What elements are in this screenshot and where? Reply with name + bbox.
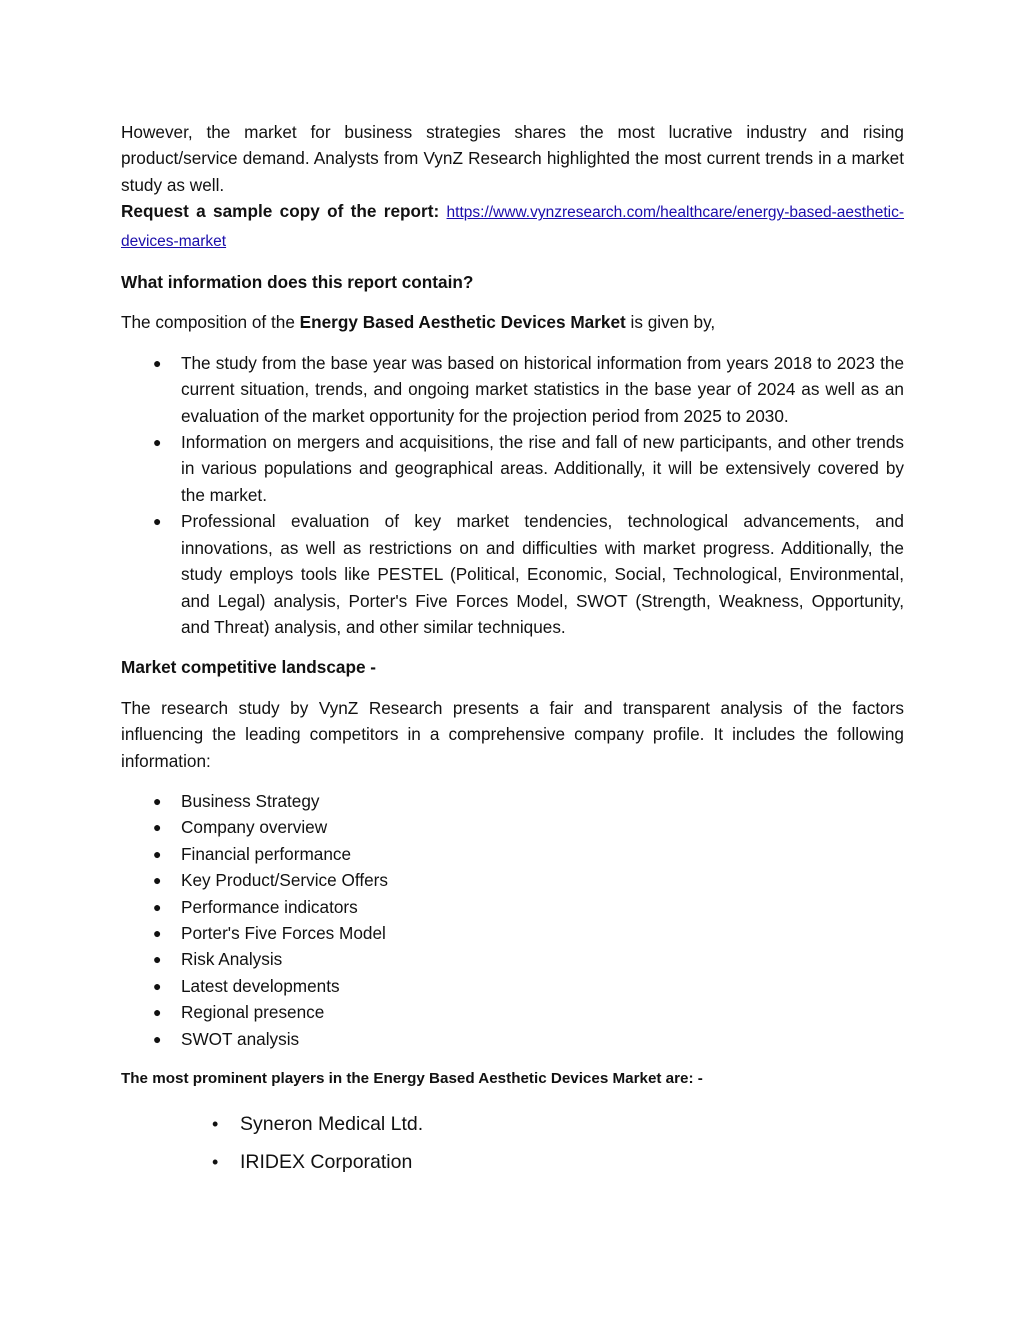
landscape-paragraph: The research study by VynZ Research presents a fair and transparent analysis of the factors influencing the leading competitors in a comprehensive company profile. It includes the following information: <box>121 697 904 771</box>
list-item-text: Company overview <box>181 817 328 838</box>
list-item-text: Information on mergers and acquisitions, the rise and fall of new participants, and other trends in various populations and geographical areas. Additionally, it will be extensively covered by the market. <box>181 432 904 505</box>
list-item <box>121 999 904 1025</box>
bullet-icon: • <box>212 1151 219 1172</box>
list-item-text: The study from the base year was based on historical information from years 2018 to 2023 the current situation, trends, and ongoing market statistics in the base year of 2024 as well as an evaluation of the market opportunity for the projection period from 2025 to 2030. <box>181 352 904 426</box>
list-item <box>121 841 904 867</box>
bullet-icon: ● <box>153 434 162 451</box>
list-item-text: SWOT analysis <box>181 1028 300 1049</box>
players-heading: The most prominent players in the Energy Based Aesthetic Devices Market are: - <box>121 1070 703 1087</box>
list-item <box>121 946 904 972</box>
document-body <box>121 119 904 1181</box>
list-item <box>121 1026 904 1052</box>
bullet-icon: ● <box>153 1004 162 1021</box>
list-item-text: Latest developments <box>181 975 340 996</box>
bullet-icon: ● <box>153 924 162 941</box>
list-item <box>121 508 904 640</box>
bullet-icon: ● <box>153 792 162 809</box>
player-name: IRIDEX Corporation <box>240 1150 413 1173</box>
list-item <box>121 920 904 946</box>
list-item-text: Risk Analysis <box>181 949 283 970</box>
list-item-text: Professional evaluation of key market tendencies, technological advancements, and innovations, as well as restrictions on and difficulties with market progress. Additionally, the study employs tools like PESTEL (Political, Economic, Social, Technological, Environmental, and Legal) analysis, Porter's Five Forces Model, SWOT (Strength, Weakness, Opportunity, and Threat) analysis, and other similar techniques. <box>181 511 904 637</box>
list-item-text: Business Strategy <box>181 790 320 811</box>
bullet-icon: ● <box>153 845 162 862</box>
list-item-text: Financial performance <box>181 843 352 864</box>
composition-suffix: is given by, <box>625 312 716 333</box>
list-item <box>121 894 904 920</box>
bullet-icon: ● <box>153 898 162 915</box>
list-item <box>121 350 904 429</box>
intro-paragraph: However, the market for business strategies shares the most lucrative industry and rising product/service demand. Analysts from VynZ Research highlighted the most current trends in a market study as well. <box>121 122 904 195</box>
sample-request-line <box>121 198 904 255</box>
sample-request-label: Request a sample copy of the report: <box>121 201 440 222</box>
info-heading-text: What information does this report contain? <box>121 272 474 293</box>
list-item <box>121 814 904 840</box>
info-heading <box>121 269 904 295</box>
composition-market-name: Energy Based Aesthetic Devices Market <box>299 312 626 333</box>
landscape-list <box>121 788 904 1052</box>
composition-prefix: The composition of the <box>121 312 300 333</box>
list-item <box>121 1144 904 1182</box>
bullet-icon: ● <box>153 951 162 968</box>
bullet-icon: ● <box>153 354 162 371</box>
list-item-text: Performance indicators <box>181 896 358 917</box>
list-item <box>121 429 904 508</box>
composition-line <box>121 309 904 335</box>
list-item <box>121 867 904 893</box>
list-item <box>121 973 904 999</box>
sample-report-link[interactable]: https://www.vynzresearch.com/healthcare/energy-based-aesthetic-devices-market <box>121 204 904 250</box>
bullet-icon: ● <box>153 977 162 994</box>
bullet-icon: ● <box>153 1030 162 1047</box>
list-item <box>121 788 904 814</box>
list-item-text: Key Product/Service Offers <box>181 870 388 891</box>
landscape-heading-text: Market competitive landscape - <box>121 657 377 678</box>
bullet-icon: • <box>212 1114 219 1135</box>
bullet-icon: ● <box>153 819 162 836</box>
info-list <box>121 350 904 640</box>
list-item-text: Porter's Five Forces Model <box>181 922 386 943</box>
bullet-icon: ● <box>153 513 162 530</box>
players-list <box>121 1106 904 1181</box>
landscape-heading <box>121 654 904 680</box>
list-item <box>121 1106 904 1144</box>
player-name: Syneron Medical Ltd. <box>240 1113 424 1136</box>
list-item-text: Regional presence <box>181 1002 325 1023</box>
bullet-icon: ● <box>153 872 162 889</box>
